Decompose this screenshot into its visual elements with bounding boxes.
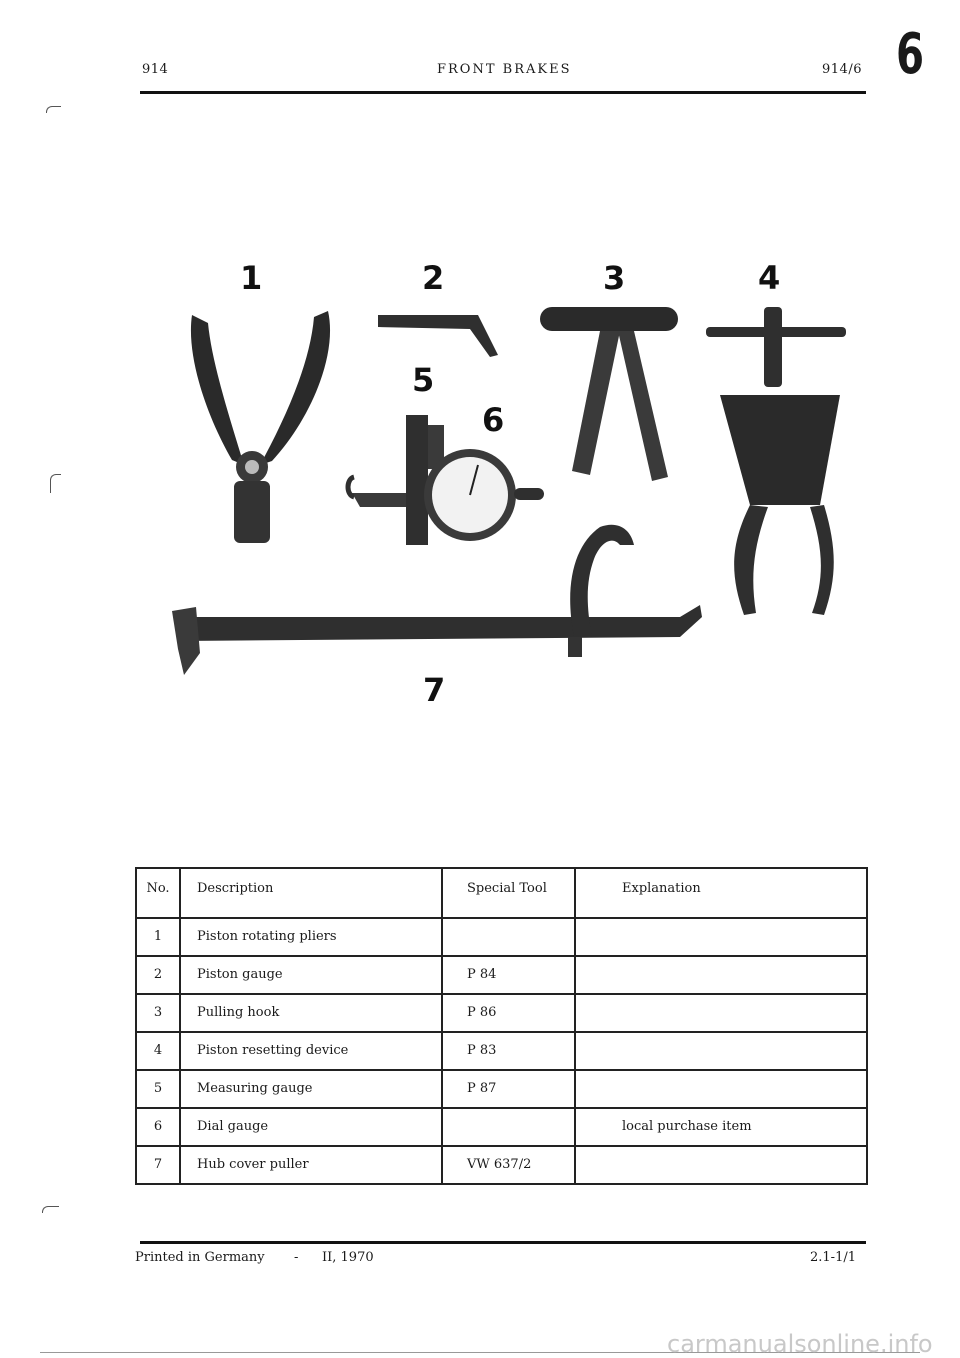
cell-no: 7 [136, 1146, 180, 1184]
column-header-special-tool: Special Tool [442, 868, 575, 918]
footer-printed: Printed in Germany [135, 1250, 265, 1265]
table-row [136, 1070, 867, 1108]
table-row [136, 1108, 867, 1146]
table-row [136, 1146, 867, 1184]
cell-explanation [575, 1032, 867, 1070]
callout-1: 1 [240, 259, 263, 297]
callout-3: 3 [603, 259, 626, 297]
callout-4: 4 [758, 259, 781, 297]
header-model: 914 [142, 62, 169, 77]
binding-mark [42, 1206, 59, 1213]
header-divider [140, 91, 866, 94]
cell-explanation [575, 1070, 867, 1108]
cell-explanation: local purchase item [575, 1108, 867, 1146]
callout-5: 5 [412, 361, 435, 399]
cell-special-tool [442, 1108, 575, 1146]
cell-description: Pulling hook [180, 994, 442, 1032]
binding-mark [50, 474, 61, 493]
cell-description: Measuring gauge [180, 1070, 442, 1108]
piston-gauge-drawing [378, 315, 498, 357]
header-page-ref: 914/6 [822, 62, 862, 77]
table-row [136, 1032, 867, 1070]
page-title: FRONT BRAKES [437, 62, 572, 77]
cell-special-tool: VW 637/2 [442, 1146, 575, 1184]
cell-explanation [575, 994, 867, 1032]
binding-mark [46, 106, 61, 113]
special-tools-illustration [160, 245, 860, 715]
cell-description: Piston gauge [180, 956, 442, 994]
footer-page-code: 2.1-1/1 [810, 1250, 856, 1265]
cell-description: Piston resetting device [180, 1032, 442, 1070]
footer-divider [140, 1241, 866, 1244]
cell-no: 6 [136, 1108, 180, 1146]
table-header-row [136, 868, 867, 918]
callout-7: 7 [423, 671, 446, 709]
table-row [136, 956, 867, 994]
cell-description: Piston rotating pliers [180, 918, 442, 956]
cell-special-tool [442, 918, 575, 956]
cell-special-tool: P 84 [442, 956, 575, 994]
cell-no: 5 [136, 1070, 180, 1108]
section-number: 6 [896, 22, 925, 87]
cell-special-tool: P 83 [442, 1032, 575, 1070]
cell-description: Dial gauge [180, 1108, 442, 1146]
footer-date: II, 1970 [322, 1250, 374, 1265]
special-tools-table [135, 867, 868, 1185]
cell-explanation [575, 1146, 867, 1184]
hub-cover-puller-drawing [172, 525, 702, 675]
cell-explanation [575, 918, 867, 956]
pulling-hook-drawing [540, 307, 678, 481]
footer-dash: - [294, 1250, 299, 1265]
cell-description: Hub cover puller [180, 1146, 442, 1184]
callout-2: 2 [422, 259, 445, 297]
cell-special-tool: P 86 [442, 994, 575, 1032]
cell-explanation [575, 956, 867, 994]
cell-no: 3 [136, 994, 180, 1032]
resetting-device-drawing [706, 307, 846, 615]
cell-no: 2 [136, 956, 180, 994]
table-row [136, 994, 867, 1032]
pliers-drawing [191, 311, 330, 543]
cell-special-tool: P 87 [442, 1070, 575, 1108]
column-header-explanation: Explanation [575, 868, 867, 918]
dial-gauge-drawing [424, 449, 544, 541]
column-header-description: Description [180, 868, 442, 918]
cell-no: 1 [136, 918, 180, 956]
cell-no: 4 [136, 1032, 180, 1070]
table-row [136, 918, 867, 956]
column-header-no: No. [136, 868, 180, 918]
watermark: carmanualsonline.info [667, 1330, 933, 1358]
callout-6: 6 [482, 401, 505, 439]
